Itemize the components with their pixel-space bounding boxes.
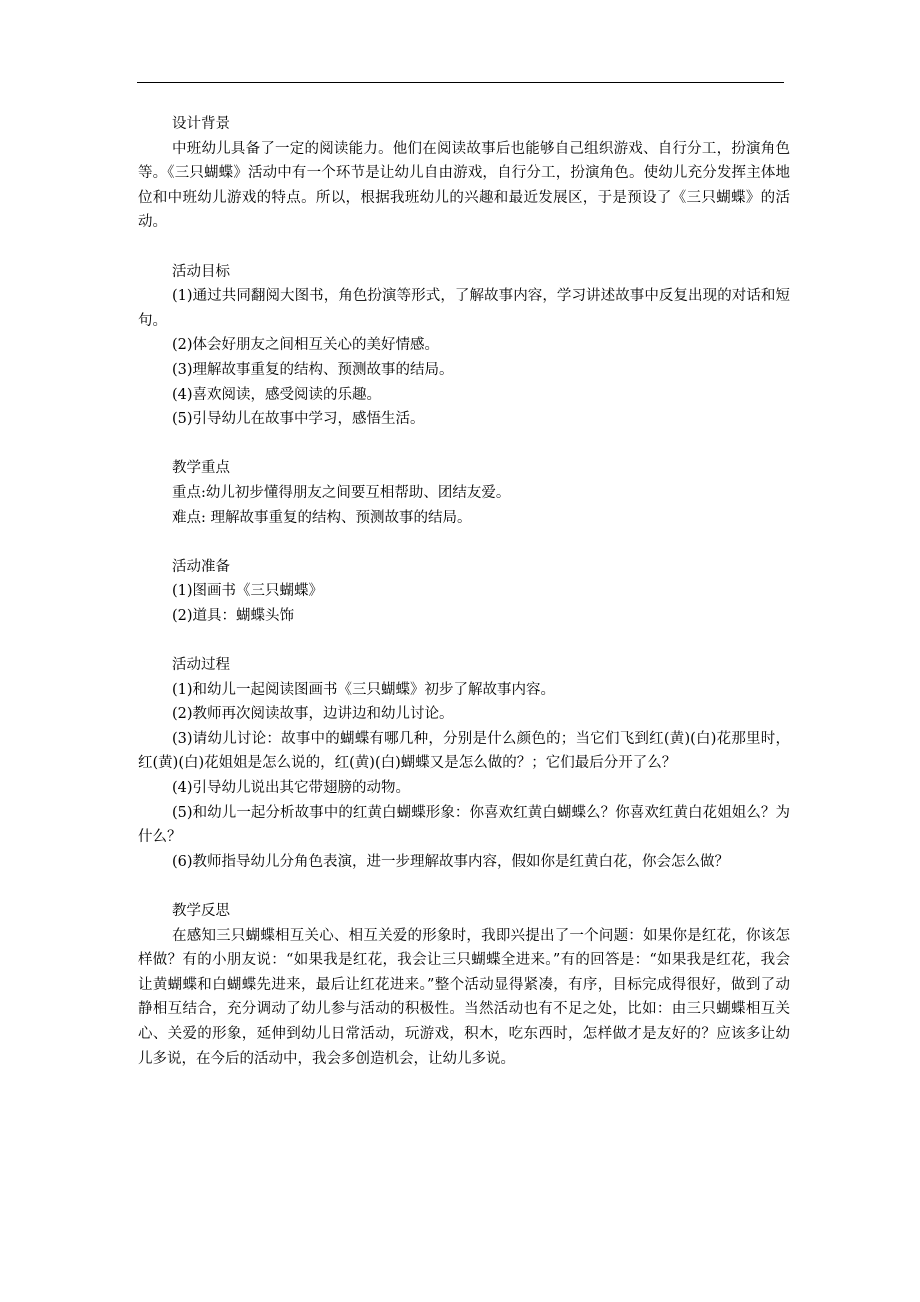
section-activity-preparation: [138, 555, 790, 629]
preparation-item-1: (1)图画书《三只蝴蝶》: [172, 583, 324, 600]
section-heading: 活动目标: [172, 263, 230, 280]
section-teaching-reflection: [138, 899, 790, 1071]
process-step-4: (4)引导幼儿说出其它带翅膀的动物。: [172, 780, 411, 797]
process-step-3: (3)请幼儿讨论：故事中的蝴蝶有哪几种，分别是什么颜色的；当它们飞到红(黄)(白)花那里时，红(黄)(白)花姐姐是怎么说的，红(黄)(白)蝴蝶又是怎么做的？；它们最后分开了么？: [138, 730, 790, 772]
process-step-6: (6)教师指导幼儿分角色表演，进一步理解故事内容，假如你是红黄白花，你会怎么做？: [172, 853, 730, 870]
section-activity-goals: [138, 260, 790, 432]
goal-item-3: (3)理解故事重复的结构、预测故事的结局。: [172, 361, 454, 378]
section-heading: 教学重点: [172, 460, 230, 477]
header-rule: [137, 82, 784, 83]
process-step-2: (2)教师再次阅读故事，边讲边和幼儿讨论。: [172, 706, 454, 723]
process-step-5: (5)和幼儿一起分析故事中的红黄白蝴蝶形象：你喜欢红黄白蝴蝶么？你喜欢红黄白花姐姐么？为什么？: [138, 804, 790, 846]
goal-item-2: (2)体会好朋友之间相互关心的美好情感。: [172, 337, 440, 354]
section-paragraph: 中班幼儿具备了一定的阅读能力。他们在阅读故事后也能够自己组织游戏、自行分工，扮演角色等。《三只蝴蝶》活动中有一个环节是让幼儿自由游戏，自行分工，扮演角色。使幼儿充分发挥主体地位和中班幼儿游戏的特点。所以，根据我班幼儿的兴趣和最近发展区，于是预设了《三只蝴蝶》的活动。: [138, 140, 790, 231]
document-body: [138, 112, 790, 1096]
section-teaching-focus: [138, 456, 790, 530]
section-paragraph: 在感知三只蝴蝶相互关心、相互关爱的形象时，我即兴提出了一个问题：如果你是红花，你该怎样做？有的小朋友说：“如果我是红花，我会让三只蝴蝶全进来。”有的回答是：“如果我是红花，我会让黄蝴蝶和白蝴蝶先进来，最后让红花进来。”整个活动显得紧凑，有序，目标完成得很好，做到了动静相互结合，充分调动了幼儿参与活动的积极性。当然活动也有不足之处，比如：由三只蝴蝶相互关心、关爱的形象，延伸到幼儿日常活动，玩游戏，积木，吃东西时，怎样做才是友好的？应该多让幼儿多说，在今后的活动中，我会多创造机会，让幼儿多说。: [138, 927, 790, 1067]
goal-item-4: (4)喜欢阅读，感受阅读的乐趣。: [172, 386, 382, 403]
focus-key-point: 重点:幼儿初步懂得朋友之间要互相帮助、团结友爱。: [172, 484, 511, 501]
preparation-item-2: (2)道具：蝴蝶头饰: [172, 607, 295, 624]
section-heading: 设计背景: [172, 116, 230, 132]
section-heading: 活动准备: [172, 558, 230, 575]
section-design-background: [138, 112, 790, 235]
section-activity-process: [138, 653, 790, 874]
section-heading: 活动过程: [172, 657, 230, 674]
section-heading: 教学反思: [172, 903, 230, 919]
focus-difficult-point: 难点: 理解故事重复的结构、预测故事的结局。: [172, 509, 472, 526]
process-step-1: (1)和幼儿一起阅读图画书《三只蝴蝶》初步了解故事内容。: [172, 681, 556, 698]
goal-item-1: (1)通过共同翻阅大图书，角色扮演等形式，了解故事内容，学习讲述故事中反复出现的对话和短句。: [138, 288, 790, 329]
goal-item-5: (5)引导幼儿在故事中学习，感悟生活。: [172, 411, 425, 428]
